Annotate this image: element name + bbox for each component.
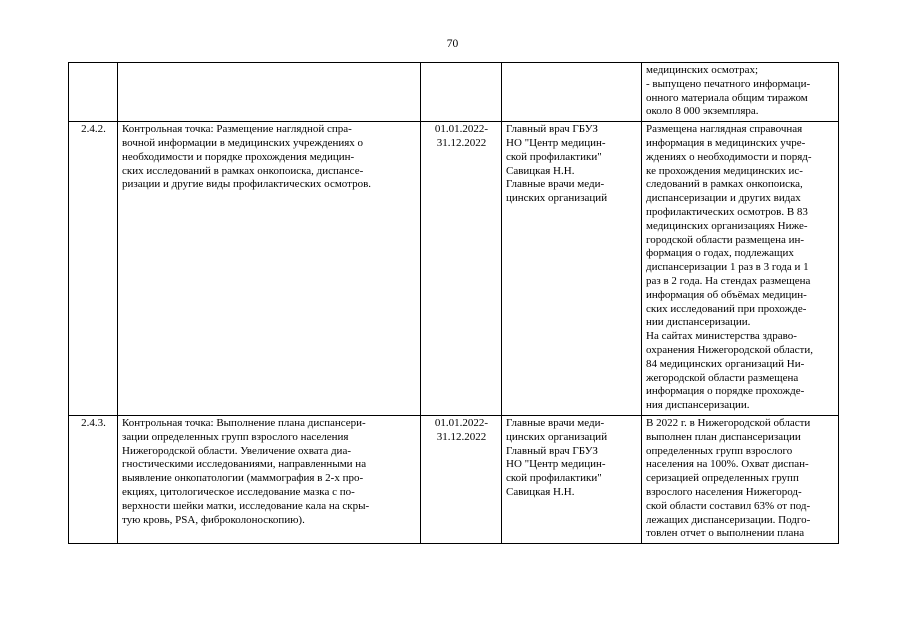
page-number: 70 [446, 38, 459, 50]
text-line: охранения Нижегородской области, [646, 343, 813, 356]
cell-period [421, 415, 502, 543]
text-line: Савицкая Н.Н. [506, 485, 575, 498]
text-line: диспансеризации и других видах [646, 192, 801, 205]
text-line: ских исследований при прохожде- [646, 302, 807, 315]
cell-task [118, 415, 421, 543]
text-line: ризации и другие виды профилактических осмотров. [122, 178, 372, 191]
text-line: В 2022 г. в Нижегородской области [646, 416, 811, 429]
text-line: цинских организаций [506, 192, 608, 205]
text-line: 84 медицинских организаций Ни- [646, 357, 805, 370]
text-line: Размещена наглядная справочная [646, 123, 803, 136]
text-line: диспансеризации 1 раз в 3 года и 1 [646, 261, 809, 274]
cell-result [642, 63, 839, 122]
text-line: городской области размещена ин- [646, 233, 805, 246]
text-line: информация об объёмах медицин- [646, 288, 807, 301]
text-line: Главные врачи меди- [506, 178, 605, 191]
cell-responsible [502, 415, 642, 543]
text-line: информация в медицинских учре- [646, 136, 806, 149]
text-line: зации определенных групп взрослого населения [122, 430, 349, 443]
cell-result [642, 122, 839, 416]
text-line: НО "Центр медицин- [506, 136, 606, 149]
text-line: 01.01.2022- [434, 416, 489, 429]
cell-task [118, 122, 421, 416]
cell-responsible [502, 63, 642, 122]
text-line: ских исследований в рамках онкопоиска, диспансе- [122, 164, 364, 177]
cell-item-number [69, 63, 118, 122]
cell-period [421, 122, 502, 416]
text-line: ния диспансеризации. [646, 399, 750, 412]
text-line: медицинских организациях Ниже- [646, 219, 808, 232]
text-line: 01.01.2022- [434, 123, 489, 136]
text-line: Контрольная точка: Выполнение плана диспансери- [122, 416, 366, 429]
text-line: информация о порядке прохожде- [646, 385, 805, 398]
text-line: вочной информации в медицинских учреждениях о [122, 136, 364, 149]
text-line: около 8 000 экземпляра. [646, 105, 759, 118]
text-line: определенных групп взрослого [646, 444, 793, 457]
text-line: гностическими исследованиями, направленными на [122, 458, 367, 471]
text-line: верхности шейки матки, исследование кала на скры- [122, 499, 370, 512]
table-row [69, 122, 839, 416]
text-line: ской профилактики" [506, 472, 602, 485]
text-line: Нижегородской области. Увеличение охвата диа- [122, 444, 351, 457]
text-line: формация о годах, подлежащих [646, 247, 794, 260]
text-line: НО "Центр медицин- [506, 458, 606, 471]
text-line: серизацией определенных групп [646, 472, 799, 485]
text-line: Савицкая Н.Н. [506, 164, 575, 177]
text-line: лежащих диспансеризации. Подго- [646, 513, 811, 526]
text-line: тую кровь, PSA, фиброколоноскопию). [122, 513, 305, 526]
text-line: Главные врачи меди- [506, 416, 605, 429]
text-line: медицинских осмотрах; [646, 64, 759, 76]
text-line: ке прохождения медицинских ис- [646, 164, 803, 177]
text-line: товлен отчет о выполнении плана [646, 527, 805, 540]
cell-item-number: 2.4.3. [69, 415, 118, 543]
report-table [68, 62, 839, 544]
text-line: жегородской области размещена [646, 371, 799, 384]
text-line: ской профилактики" [506, 150, 602, 163]
cell-result [642, 415, 839, 543]
text-line: Главный врач ГБУЗ [506, 444, 598, 457]
text-line: ждениях о необходимости и поряд- [646, 150, 812, 163]
text-line: выполнен план диспансеризации [646, 430, 801, 443]
text-line: населения на 100%. Охват диспан- [646, 458, 809, 471]
text-line: Контрольная точка: Размещение наглядной спра- [122, 123, 352, 136]
table-row [69, 415, 839, 543]
text-line: ской области составил 63% от под- [646, 499, 811, 512]
text-line: На сайтах министерства здраво- [646, 330, 797, 343]
text-line: Главный врач ГБУЗ [506, 123, 598, 136]
text-line: онного материала общим тиражом [646, 91, 808, 104]
text-line: профилактических осмотров. В 83 [646, 205, 808, 218]
text-line: взрослого населения Нижегород- [646, 485, 802, 498]
cell-period [421, 63, 502, 122]
text-line: екциях, цитологическое исследование мазка с по- [122, 485, 355, 498]
cell-item-number: 2.4.2. [69, 122, 118, 416]
text-line: 31.12.2022 [436, 430, 487, 443]
text-line: необходимости и порядке прохождения медицин- [122, 150, 355, 163]
text-line: следований в рамках онкопоиска, [646, 178, 803, 191]
cell-task [118, 63, 421, 122]
text-line: нии диспансеризации. [646, 316, 751, 329]
text-line: выявление онкопатологии (маммография в 2-х про- [122, 472, 364, 485]
text-line: цинских организаций [506, 430, 608, 443]
cell-responsible [502, 122, 642, 416]
report-table-body [69, 63, 839, 544]
text-line: раз в 2 года. На стендах размещена [646, 274, 811, 287]
table-row [69, 63, 839, 122]
text-line: - выпущено печатного информаци- [646, 77, 811, 90]
text-line: 31.12.2022 [436, 136, 487, 149]
